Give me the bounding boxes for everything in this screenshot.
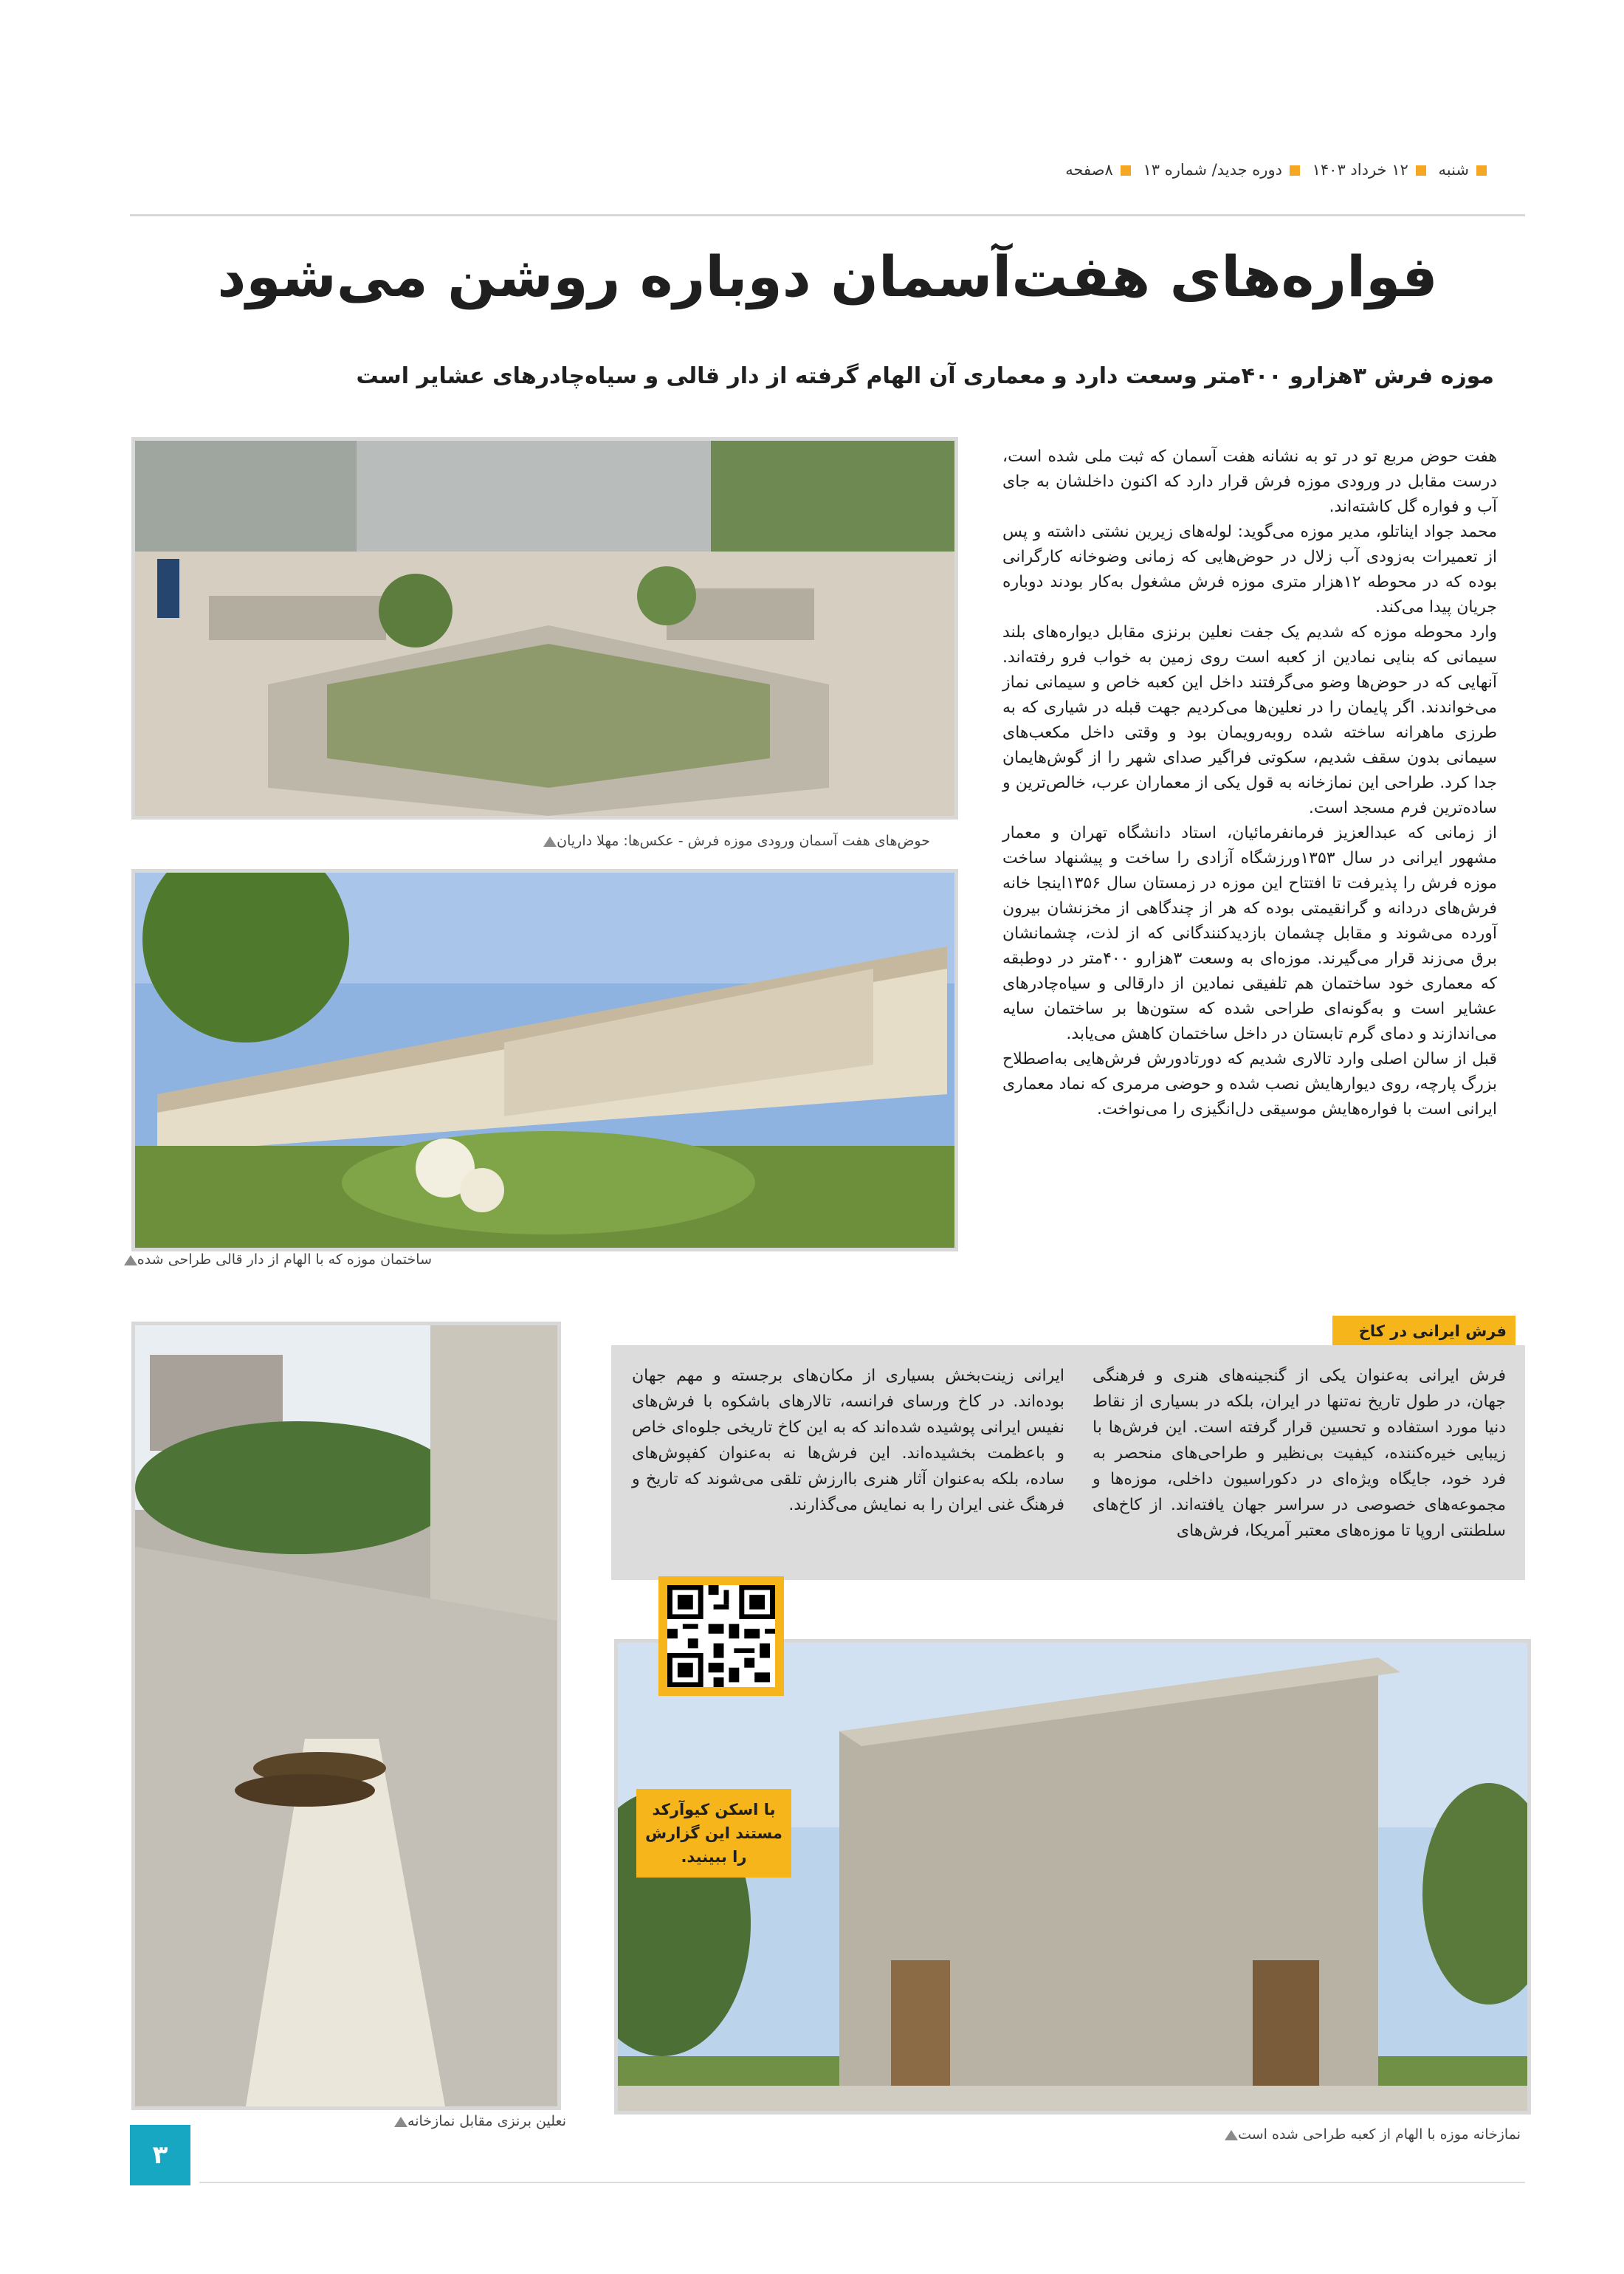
qr-instruction: با اسکن کیوآرکد مستند این گزارش را ببینید. bbox=[636, 1789, 791, 1878]
footer-rule bbox=[199, 2182, 1525, 2183]
header-bullet bbox=[1476, 165, 1487, 176]
headline: فواره‌های هفت‌آسمان دوباره روشن می‌شود bbox=[217, 244, 1438, 309]
caption-marker-icon bbox=[124, 1255, 137, 1265]
sidebar-column-left bbox=[632, 1363, 1064, 1518]
sidebar-text-right: فرش ایرانی به‌عنوان یکی از گنجینه‌های هنری و فرهنگی جهان، در طول تاریخ نه‌تنها در ایران، بلکه در بسیاری از نقاط دنیا مورد استفاده و تحسین قرار گرفته است. این فرش‌ها با زیبایی خیره‌کننده، کیفیت بی‌نظیر و طراحی‌های منحصر به فرد خود، جایگاه ویژه‌ای در دکوراسیون داخلی، موزه‌ها و مجموعه‌های خصوصی در سراسر جهان یافته‌اند. از کاخ‌های سلطنتی اروپا تا موزه‌های معتبر آمریکا، فرش‌های bbox=[1093, 1367, 1506, 1540]
photo-museum-building bbox=[131, 869, 958, 1251]
header-bullet bbox=[1416, 165, 1426, 176]
header-pages: ۸صفحه bbox=[1065, 161, 1113, 179]
photo-bronze-slippers bbox=[131, 1322, 561, 2110]
caption-marker-icon bbox=[1225, 2130, 1238, 2140]
body-paragraph: محمد جواد ایناتلو، مدیر موزه می‌گوید: لوله‌های زیرین نشتی داشته و پس از تعمیرات به‌زودی آب زلال در حوض‌هایی که زمانی وضوخانه کارگرانی بوده که در محوطه ۱۲هزار متری موزه فرش مشغول به‌کار بودند دوباره جریان پیدا می‌کند. bbox=[1002, 523, 1497, 616]
caption-photo1-text: حوض‌های هفت آسمان ورودی موزه فرش - عکس‌ها: مهلا داریان bbox=[557, 833, 930, 849]
subheadline: موزه فرش ۳هزارو ۴۰۰متر وسعت دارد و معماری آن الهام گرفته از دار قالی و سیاه‌چادرهای عشایر است bbox=[356, 363, 1494, 389]
qr-code-frame[interactable] bbox=[658, 1576, 784, 1696]
caption-photo4 bbox=[1217, 2126, 1521, 2143]
caption-photo2-text: ساختمان موزه که با الهام از دار قالی طراحی شده bbox=[137, 1251, 432, 1268]
sidebar-column-right bbox=[1093, 1363, 1506, 1544]
header-bullet bbox=[1290, 165, 1300, 176]
qr-code-icon[interactable] bbox=[667, 1585, 775, 1687]
photo-pools bbox=[131, 437, 958, 820]
caption-photo3 bbox=[387, 2113, 566, 2129]
header-day: شنبه bbox=[1438, 161, 1469, 179]
issue-header bbox=[1065, 161, 1494, 179]
page-number: ۳ bbox=[130, 2125, 190, 2185]
article-body bbox=[1002, 444, 1497, 1122]
body-paragraph: هفت حوض مربع تو در تو به نشانه هفت آسمان که ثبت ملی شده است، درست مقابل در ورودی موزه فرش قرار دارد که اکنون داخلشان به جای آب و فواره گل کاشته‌اند. bbox=[1002, 447, 1497, 516]
caption-photo4-text: نمازخانه موزه با الهام از کعبه طراحی شده است bbox=[1238, 2126, 1521, 2143]
sidebar-tag: فرش ایرانی در کاخ bbox=[1332, 1316, 1515, 1347]
header-bullet bbox=[1121, 165, 1131, 176]
body-paragraph: قبل از سالن اصلی وارد تالاری شدیم که دورتادورش فرش‌هایی به‌اصطلاح بزرگ پارچه، روی دیوارهایش نصب شده و حوضی مرمری که نماد معماری ایرانی است با فواره‌هایش موسیقی دل‌انگیزی را می‌نواخت. bbox=[1002, 1050, 1497, 1119]
sidebar-text-left: ایرانی زینت‌بخش بسیاری از مکان‌های برجسته و مهم جهان بوده‌اند. در کاخ ورسای فرانسه، تالارهای باشکوه با فرش‌های نفیس ایرانی پوشیده شده‌اند که به این کاخ تاریخی جلوه‌ای خاص و باعظمت بخشیده‌اند. این فرش‌ها نه به‌عنوان کفپوش‌های ساده، بلکه به‌عنوان آثار هنری باارزش تلقی می‌شوند که تاریخ و فرهنگ غنی ایران را به نمایش می‌گذارند. bbox=[632, 1367, 1064, 1514]
header-date: ۱۲ خرداد ۱۴۰۳ bbox=[1312, 161, 1408, 179]
header-rule bbox=[130, 214, 1525, 216]
caption-marker-icon bbox=[543, 837, 557, 847]
caption-photo3-text: نعلین برنزی مقابل نمازخانه bbox=[407, 2113, 566, 2129]
body-paragraph: از زمانی که عبدالعزیز فرمانفرمائیان، استاد دانشگاه تهران و معمار مشهور ایرانی در سال ۱۳۵۳ورزشگاه آزادی را ساخت و پیشنهاد ساخت موزه فرش را پذیرفت تا افتتاح این موزه در زمستان سال ۱۳۵۶اینجا خانه فرش‌های دردانه و گرانقیمتی بوده که هر از چندگاهی از مخزنشان بیرون آورده می‌شوند و مقابل چشمان بازدیدکنندگانی که از لذت، چشمانشان برق می‌زند قرار می‌گیرند. موزه‌ای به وسعت ۳هزارو ۴۰۰متر در دوطبقه که معماری خود ساختمان هم تلفیقی نمادین از دارقالی و سیاه‌چادرهای عشایر است و به‌گونه‌ای طراحی شده که ستون‌ها بر ساختمان سایه می‌اندازند و دمای گرم تابستان در داخل ساختمان کاهش می‌یابد. bbox=[1002, 824, 1498, 1043]
sidebar-box bbox=[611, 1345, 1525, 1580]
body-paragraph: وارد محوطه موزه که شدیم یک جفت نعلین برنزی مقابل دیواره‌های بلند سیمانی که بنایی نمادین از کعبه است روی زمین به خواب فرو رفته‌اند. آنهایی که در حوض‌ها وضو می‌گرفتند داخل این کعبه خاص و سیمانی نماز می‌خواندند. اگر پایمان را در نعلین‌ها می‌کردیم جهت قبله در شیاری که به طرزی ماهرانه ساخته شده روبه‌رویمان بود و وقتی داخل مکعب‌های سیمانی بدون سقف شدیم، سکوتی فراگیر صدای شهر را از گوش‌هایمان جدا کرد. طراحی این نمازخانه به قول یکی از معماران عرب، خالص‌ترین و ساده‌ترین فرم مسجد است. bbox=[1002, 623, 1497, 817]
caption-photo2 bbox=[117, 1251, 432, 1268]
caption-marker-icon bbox=[394, 2117, 407, 2127]
caption-photo1 bbox=[536, 833, 930, 849]
header-issue: دوره جدید/ شماره ۱۳ bbox=[1143, 161, 1282, 179]
